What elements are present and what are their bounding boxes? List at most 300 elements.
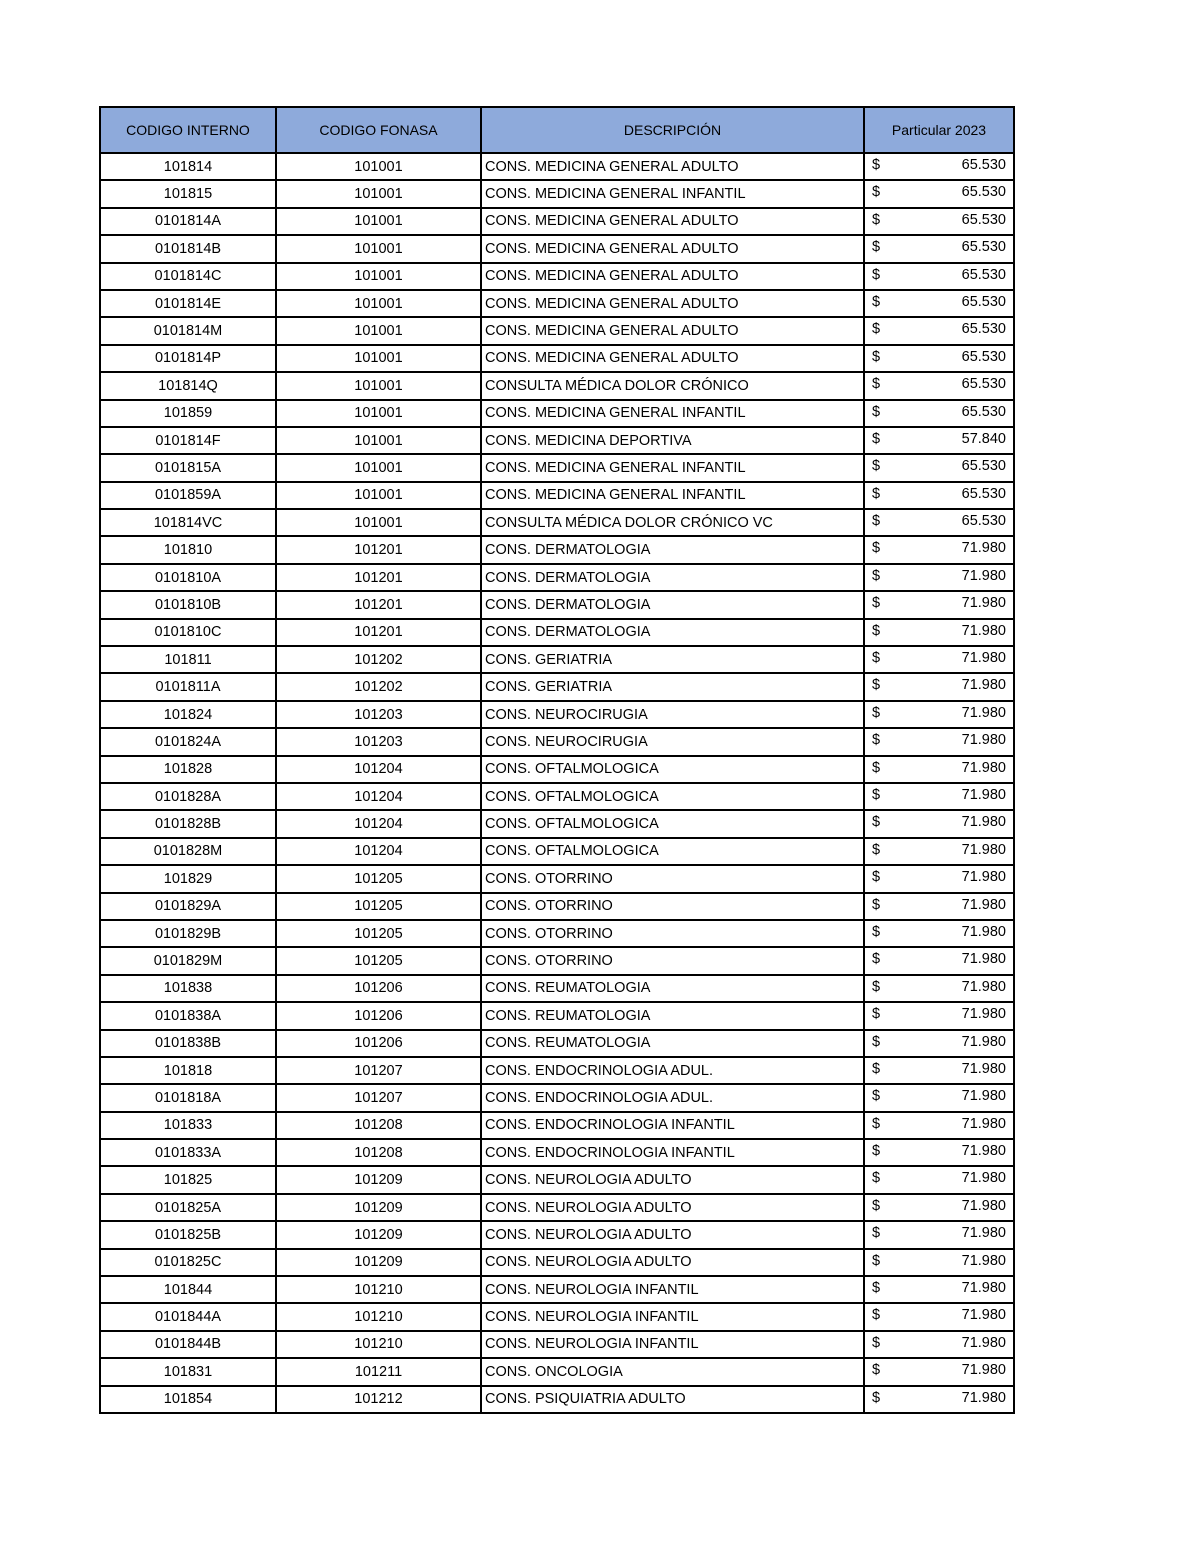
precio-value: 71.980 xyxy=(961,923,1006,940)
codigo-fonasa-cell: 101206 xyxy=(276,1030,481,1057)
codigo-interno-cell: 0101814C xyxy=(100,263,276,290)
precio-cell xyxy=(864,810,1014,837)
descripcion-cell xyxy=(481,1303,864,1330)
codigo-interno-cell: 0101810C xyxy=(100,619,276,646)
codigo-fonasa-cell: 101202 xyxy=(276,673,481,700)
codigo-fonasa-cell: 101205 xyxy=(276,893,481,920)
precio-cell xyxy=(864,180,1014,207)
descripcion-text: CONS. ENDOCRINOLOGIA INFANTIL xyxy=(485,1144,735,1161)
precio-value: 65.530 xyxy=(961,403,1006,420)
table-row xyxy=(100,153,1014,180)
precio-value: 71.980 xyxy=(961,786,1006,803)
descripcion-text: CONS. NEUROLOGIA INFANTIL xyxy=(485,1281,699,1298)
codigo-fonasa-cell: 101209 xyxy=(276,1194,481,1221)
precio-cell xyxy=(864,756,1014,783)
table-row xyxy=(100,1166,1014,1193)
precio-cell xyxy=(864,1166,1014,1193)
codigo-fonasa-cell: 101001 xyxy=(276,454,481,481)
codigo-interno-cell: 0101814F xyxy=(100,427,276,454)
codigo-interno-cell: 101824 xyxy=(100,701,276,728)
descripcion-cell xyxy=(481,756,864,783)
descripcion-cell xyxy=(481,180,864,207)
header-descripcion: DESCRIPCIÓN xyxy=(481,107,864,153)
currency-symbol: $ xyxy=(872,814,881,831)
precio-cell xyxy=(864,290,1014,317)
codigo-fonasa-cell: 101001 xyxy=(276,208,481,235)
descripcion-text: CONS. MEDICINA GENERAL ADULTO xyxy=(485,240,739,257)
precio-cell xyxy=(864,838,1014,865)
table-row xyxy=(100,673,1014,700)
codigo-fonasa-cell: 101210 xyxy=(276,1276,481,1303)
descripcion-cell xyxy=(481,564,864,591)
table-row xyxy=(100,728,1014,755)
descripcion-cell xyxy=(481,728,864,755)
table-row xyxy=(100,235,1014,262)
precio-cell xyxy=(864,947,1014,974)
codigo-interno-cell: 101810 xyxy=(100,536,276,563)
descripcion-text: CONS. OTORRINO xyxy=(485,898,613,915)
currency-symbol: $ xyxy=(872,732,881,749)
precio-cell xyxy=(864,1276,1014,1303)
codigo-interno-cell: 101833 xyxy=(100,1112,276,1139)
currency-symbol: $ xyxy=(872,704,881,721)
precio-cell xyxy=(864,1386,1014,1413)
descripcion-cell xyxy=(481,372,864,399)
codigo-interno-cell: 0101828M xyxy=(100,838,276,865)
descripcion-text: CONS. MEDICINA GENERAL ADULTO xyxy=(485,295,739,312)
codigo-interno-cell: 0101811A xyxy=(100,673,276,700)
currency-symbol: $ xyxy=(872,513,881,530)
currency-symbol: $ xyxy=(872,1389,881,1406)
codigo-fonasa-cell: 101206 xyxy=(276,975,481,1002)
precio-value: 71.980 xyxy=(961,567,1006,584)
currency-symbol: $ xyxy=(872,1280,881,1297)
descripcion-cell xyxy=(481,1084,864,1111)
precio-value: 71.980 xyxy=(961,1197,1006,1214)
codigo-fonasa-cell: 101201 xyxy=(276,536,481,563)
currency-symbol: $ xyxy=(872,293,881,310)
codigo-interno-cell: 0101838A xyxy=(100,1002,276,1029)
descripcion-cell xyxy=(481,975,864,1002)
codigo-fonasa-cell: 101206 xyxy=(276,1002,481,1029)
descripcion-text: CONS. NEUROLOGIA ADULTO xyxy=(485,1172,692,1189)
table-row xyxy=(100,454,1014,481)
precio-cell xyxy=(864,591,1014,618)
precio-value: 71.980 xyxy=(961,704,1006,721)
precio-cell xyxy=(864,975,1014,1002)
currency-symbol: $ xyxy=(872,1362,881,1379)
codigo-fonasa-cell: 101201 xyxy=(276,564,481,591)
precio-value: 71.980 xyxy=(961,1225,1006,1242)
table-row xyxy=(100,263,1014,290)
descripcion-cell xyxy=(481,400,864,427)
precio-cell xyxy=(864,1358,1014,1385)
precio-value: 71.980 xyxy=(961,1006,1006,1023)
precio-value: 71.980 xyxy=(961,595,1006,612)
currency-symbol: $ xyxy=(872,869,881,886)
descripcion-cell xyxy=(481,673,864,700)
table-row xyxy=(100,838,1014,865)
descripcion-cell xyxy=(481,290,864,317)
table-row xyxy=(100,564,1014,591)
precio-value: 71.980 xyxy=(961,951,1006,968)
header-row xyxy=(100,107,1014,153)
currency-symbol: $ xyxy=(872,1033,881,1050)
descripcion-text: CONS. OTORRINO xyxy=(485,870,613,887)
codigo-interno-cell: 0101814M xyxy=(100,317,276,344)
descripcion-text: CONS. MEDICINA GENERAL ADULTO xyxy=(485,158,739,175)
currency-symbol: $ xyxy=(872,184,881,201)
currency-symbol: $ xyxy=(872,1115,881,1132)
precio-cell xyxy=(864,317,1014,344)
header-codigo-interno: CODIGO INTERNO xyxy=(100,107,276,153)
precio-value: 71.980 xyxy=(961,1060,1006,1077)
precio-value: 71.980 xyxy=(961,1280,1006,1297)
precio-cell xyxy=(864,1002,1014,1029)
table-row xyxy=(100,701,1014,728)
precio-value: 71.980 xyxy=(961,978,1006,995)
descripcion-cell xyxy=(481,1030,864,1057)
table-row xyxy=(100,646,1014,673)
descripcion-cell xyxy=(481,810,864,837)
table-row xyxy=(100,317,1014,344)
precio-cell xyxy=(864,1221,1014,1248)
descripcion-text: CONS. GERIATRIA xyxy=(485,651,613,668)
codigo-fonasa-cell: 101001 xyxy=(276,235,481,262)
descripcion-cell xyxy=(481,1249,864,1276)
descripcion-cell xyxy=(481,838,864,865)
descripcion-text: CONS. REUMATOLOGIA xyxy=(485,1007,651,1024)
currency-symbol: $ xyxy=(872,896,881,913)
currency-symbol: $ xyxy=(872,157,881,173)
precio-cell xyxy=(864,619,1014,646)
currency-symbol: $ xyxy=(872,1197,881,1214)
currency-symbol: $ xyxy=(872,1060,881,1077)
descripcion-text: CONS. REUMATOLOGIA xyxy=(485,1035,651,1052)
precio-value: 65.530 xyxy=(961,239,1006,256)
codigo-interno-cell: 0101814P xyxy=(100,345,276,372)
descripcion-cell xyxy=(481,619,864,646)
descripcion-cell xyxy=(481,893,864,920)
codigo-interno-cell: 101831 xyxy=(100,1358,276,1385)
descripcion-text: CONS. NEUROLOGIA ADULTO xyxy=(485,1254,692,1271)
descripcion-text: CONSULTA MÉDICA DOLOR CRÓNICO xyxy=(485,377,749,394)
codigo-interno-cell: 0101844B xyxy=(100,1331,276,1358)
descripcion-text: CONS. MEDICINA GENERAL ADULTO xyxy=(485,268,739,285)
precio-cell xyxy=(864,509,1014,536)
table-row xyxy=(100,372,1014,399)
descripcion-cell xyxy=(481,345,864,372)
codigo-interno-cell: 101814VC xyxy=(100,509,276,536)
descripcion-cell xyxy=(481,427,864,454)
codigo-interno-cell: 0101818A xyxy=(100,1084,276,1111)
descripcion-text: CONS. OTORRINO xyxy=(485,953,613,970)
table-row xyxy=(100,619,1014,646)
codigo-interno-cell: 0101814B xyxy=(100,235,276,262)
descripcion-cell xyxy=(481,1112,864,1139)
table-row xyxy=(100,1002,1014,1029)
table-row xyxy=(100,1249,1014,1276)
codigo-fonasa-cell: 101001 xyxy=(276,317,481,344)
precio-cell xyxy=(864,1249,1014,1276)
precio-cell xyxy=(864,400,1014,427)
codigo-fonasa-cell: 101204 xyxy=(276,756,481,783)
codigo-interno-cell: 101828 xyxy=(100,756,276,783)
descripcion-cell xyxy=(481,591,864,618)
codigo-interno-cell: 101811 xyxy=(100,646,276,673)
precio-cell xyxy=(864,920,1014,947)
currency-symbol: $ xyxy=(872,978,881,995)
price-table xyxy=(99,106,1015,1414)
table-row xyxy=(100,1194,1014,1221)
table-row xyxy=(100,975,1014,1002)
codigo-interno-cell: 101814Q xyxy=(100,372,276,399)
table-row xyxy=(100,290,1014,317)
precio-value: 71.980 xyxy=(961,1307,1006,1324)
precio-value: 57.840 xyxy=(961,430,1006,447)
codigo-interno-cell: 101854 xyxy=(100,1386,276,1413)
descripcion-cell xyxy=(481,1386,864,1413)
precio-cell xyxy=(864,1057,1014,1084)
descripcion-text: CONS. DERMATOLOGIA xyxy=(485,624,651,641)
codigo-fonasa-cell: 101201 xyxy=(276,619,481,646)
codigo-fonasa-cell: 101001 xyxy=(276,153,481,180)
precio-value: 71.980 xyxy=(961,896,1006,913)
codigo-interno-cell: 0101838B xyxy=(100,1030,276,1057)
descripcion-text: CONS. ENDOCRINOLOGIA ADUL. xyxy=(485,1089,714,1106)
table-row xyxy=(100,947,1014,974)
table-row xyxy=(100,345,1014,372)
precio-cell xyxy=(864,673,1014,700)
codigo-interno-cell: 101815 xyxy=(100,180,276,207)
descripcion-text: CONS. NEUROCIRUGIA xyxy=(485,706,648,723)
codigo-fonasa-cell: 101209 xyxy=(276,1166,481,1193)
precio-value: 71.980 xyxy=(961,759,1006,776)
currency-symbol: $ xyxy=(872,1088,881,1105)
descripcion-cell xyxy=(481,865,864,892)
precio-value: 65.530 xyxy=(961,321,1006,338)
table-row xyxy=(100,1331,1014,1358)
precio-cell xyxy=(864,783,1014,810)
currency-symbol: $ xyxy=(872,211,881,228)
table-row xyxy=(100,1358,1014,1385)
precio-cell xyxy=(864,482,1014,509)
currency-symbol: $ xyxy=(872,266,881,283)
precio-cell xyxy=(864,1303,1014,1330)
descripcion-cell xyxy=(481,1166,864,1193)
descripcion-text: CONS. DERMATOLOGIA xyxy=(485,542,651,559)
codigo-interno-cell: 101844 xyxy=(100,1276,276,1303)
precio-cell xyxy=(864,893,1014,920)
descripcion-cell xyxy=(481,1002,864,1029)
precio-cell xyxy=(864,1139,1014,1166)
currency-symbol: $ xyxy=(872,786,881,803)
precio-value: 71.980 xyxy=(961,732,1006,749)
currency-symbol: $ xyxy=(872,1252,881,1269)
codigo-fonasa-cell: 101203 xyxy=(276,728,481,755)
table-row xyxy=(100,810,1014,837)
currency-symbol: $ xyxy=(872,485,881,502)
precio-value: 65.530 xyxy=(961,266,1006,283)
codigo-fonasa-cell: 101205 xyxy=(276,920,481,947)
codigo-interno-cell: 0101859A xyxy=(100,482,276,509)
codigo-interno-cell: 0101825C xyxy=(100,1249,276,1276)
precio-value: 71.980 xyxy=(961,1143,1006,1160)
descripcion-cell xyxy=(481,646,864,673)
table-row xyxy=(100,482,1014,509)
descripcion-cell xyxy=(481,701,864,728)
precio-value: 65.530 xyxy=(961,376,1006,393)
precio-cell xyxy=(864,1084,1014,1111)
currency-symbol: $ xyxy=(872,567,881,584)
codigo-interno-cell: 0101810B xyxy=(100,591,276,618)
header-particular-2023: Particular 2023 xyxy=(864,107,1014,153)
currency-symbol: $ xyxy=(872,622,881,639)
descripcion-cell xyxy=(481,454,864,481)
descripcion-text: CONS. GERIATRIA xyxy=(485,679,613,696)
codigo-interno-cell: 0101825B xyxy=(100,1221,276,1248)
descripcion-text: CONS. MEDICINA GENERAL INFANTIL xyxy=(485,487,746,504)
descripcion-text: CONS. MEDICINA GENERAL ADULTO xyxy=(485,350,739,367)
descripcion-text: CONS. ENDOCRINOLOGIA ADUL. xyxy=(485,1062,714,1079)
currency-symbol: $ xyxy=(872,841,881,858)
precio-value: 65.530 xyxy=(961,293,1006,310)
codigo-fonasa-cell: 101201 xyxy=(276,591,481,618)
precio-value: 71.980 xyxy=(961,869,1006,886)
codigo-fonasa-cell: 101001 xyxy=(276,509,481,536)
descripcion-cell xyxy=(481,1331,864,1358)
precio-cell xyxy=(864,153,1014,180)
precio-cell xyxy=(864,1194,1014,1221)
currency-symbol: $ xyxy=(872,677,881,694)
currency-symbol: $ xyxy=(872,458,881,475)
precio-cell xyxy=(864,728,1014,755)
table-row xyxy=(100,1057,1014,1084)
precio-value: 71.980 xyxy=(961,677,1006,694)
currency-symbol: $ xyxy=(872,1006,881,1023)
descripcion-text: CONS. MEDICINA GENERAL INFANTIL xyxy=(485,186,746,203)
codigo-interno-cell: 101818 xyxy=(100,1057,276,1084)
precio-value: 65.530 xyxy=(961,348,1006,365)
table-row xyxy=(100,1221,1014,1248)
currency-symbol: $ xyxy=(872,1307,881,1324)
codigo-fonasa-cell: 101208 xyxy=(276,1112,481,1139)
codigo-fonasa-cell: 101202 xyxy=(276,646,481,673)
currency-symbol: $ xyxy=(872,376,881,393)
codigo-interno-cell: 0101814E xyxy=(100,290,276,317)
descripcion-text: CONS. MEDICINA GENERAL INFANTIL xyxy=(485,405,746,422)
codigo-interno-cell: 101859 xyxy=(100,400,276,427)
table-row xyxy=(100,756,1014,783)
codigo-fonasa-cell: 101209 xyxy=(276,1249,481,1276)
table-row xyxy=(100,1084,1014,1111)
descripcion-cell xyxy=(481,783,864,810)
precio-value: 71.980 xyxy=(961,622,1006,639)
precio-value: 71.980 xyxy=(961,1088,1006,1105)
codigo-interno-cell: 0101844A xyxy=(100,1303,276,1330)
descripcion-cell xyxy=(481,1057,864,1084)
descripcion-text: CONS. MEDICINA GENERAL ADULTO xyxy=(485,213,739,230)
codigo-fonasa-cell: 101001 xyxy=(276,290,481,317)
precio-cell xyxy=(864,564,1014,591)
descripcion-cell xyxy=(481,1139,864,1166)
precio-cell xyxy=(864,701,1014,728)
codigo-interno-cell: 0101828A xyxy=(100,783,276,810)
descripcion-cell xyxy=(481,1358,864,1385)
currency-symbol: $ xyxy=(872,540,881,557)
codigo-interno-cell: 0101828B xyxy=(100,810,276,837)
table-row xyxy=(100,1139,1014,1166)
descripcion-text: CONS. OFTALMOLOGICA xyxy=(485,761,659,778)
currency-symbol: $ xyxy=(872,1143,881,1160)
descripcion-cell xyxy=(481,317,864,344)
codigo-interno-cell: 101825 xyxy=(100,1166,276,1193)
currency-symbol: $ xyxy=(872,430,881,447)
precio-value: 71.980 xyxy=(961,841,1006,858)
codigo-interno-cell: 0101833A xyxy=(100,1139,276,1166)
descripcion-text: CONS. OTORRINO xyxy=(485,925,613,942)
precio-value: 71.980 xyxy=(961,1389,1006,1406)
codigo-interno-cell: 0101829A xyxy=(100,893,276,920)
precio-value: 71.980 xyxy=(961,1033,1006,1050)
table-row xyxy=(100,400,1014,427)
currency-symbol: $ xyxy=(872,1225,881,1242)
descripcion-cell xyxy=(481,509,864,536)
codigo-interno-cell: 0101815A xyxy=(100,454,276,481)
precio-cell xyxy=(864,865,1014,892)
currency-symbol: $ xyxy=(872,1170,881,1187)
descripcion-text: CONS. MEDICINA GENERAL ADULTO xyxy=(485,323,739,340)
descripcion-cell xyxy=(481,947,864,974)
precio-value: 71.980 xyxy=(961,1252,1006,1269)
table-row xyxy=(100,427,1014,454)
codigo-interno-cell: 101829 xyxy=(100,865,276,892)
descripcion-text: CONS. DERMATOLOGIA xyxy=(485,569,651,586)
header-codigo-fonasa: CODIGO FONASA xyxy=(276,107,481,153)
precio-cell xyxy=(864,1112,1014,1139)
table-row xyxy=(100,1386,1014,1413)
table-row xyxy=(100,536,1014,563)
codigo-fonasa-cell: 101212 xyxy=(276,1386,481,1413)
table-row xyxy=(100,865,1014,892)
codigo-fonasa-cell: 101204 xyxy=(276,783,481,810)
precio-cell xyxy=(864,1331,1014,1358)
descripcion-cell xyxy=(481,920,864,947)
precio-value: 71.980 xyxy=(961,814,1006,831)
descripcion-text: CONS. DERMATOLOGIA xyxy=(485,596,651,613)
precio-value: 65.530 xyxy=(961,211,1006,228)
precio-cell xyxy=(864,263,1014,290)
precio-cell xyxy=(864,454,1014,481)
descripcion-cell xyxy=(481,235,864,262)
descripcion-text: CONS. OFTALMOLOGICA xyxy=(485,788,659,805)
precio-cell xyxy=(864,536,1014,563)
codigo-fonasa-cell: 101207 xyxy=(276,1084,481,1111)
codigo-fonasa-cell: 101204 xyxy=(276,838,481,865)
descripcion-text: CONS. REUMATOLOGIA xyxy=(485,980,651,997)
codigo-fonasa-cell: 101001 xyxy=(276,482,481,509)
table-row xyxy=(100,893,1014,920)
precio-value: 71.980 xyxy=(961,1115,1006,1132)
descripcion-text: CONS. OFTALMOLOGICA xyxy=(485,843,659,860)
codigo-interno-cell: 0101810A xyxy=(100,564,276,591)
codigo-fonasa-cell: 101001 xyxy=(276,180,481,207)
descripcion-text: CONS. MEDICINA DEPORTIVA xyxy=(485,432,692,449)
codigo-interno-cell: 101838 xyxy=(100,975,276,1002)
table-row xyxy=(100,920,1014,947)
descripcion-cell xyxy=(481,153,864,180)
currency-symbol: $ xyxy=(872,348,881,365)
